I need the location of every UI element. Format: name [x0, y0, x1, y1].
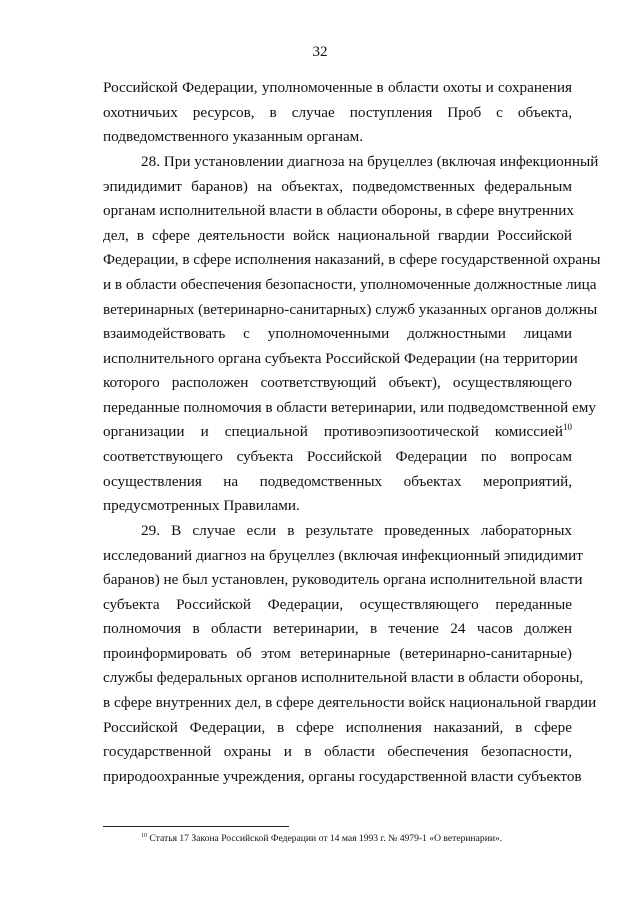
text-line: субъекта Российской Федерации, осуществляющего переданные: [103, 596, 572, 613]
text-line: подведомственного указанным органам.: [103, 128, 364, 145]
text-line: исполнительного органа субъекта Российской Федерации (на территории: [103, 350, 578, 367]
text-line: службы федеральных органов исполнительной власти в области обороны,: [103, 669, 584, 686]
text-line: охотничьих ресурсов, в случае поступления Проб с объекта,: [103, 104, 572, 121]
text-line: Российской Федерации, уполномоченные в области охоты и сохранения: [103, 79, 572, 96]
text-line: ветеринарных (ветеринарно-санитарных) служб указанных органов должны: [103, 301, 598, 318]
text-line: в сфере внутренних дел, в сфере деятельности войск национальной гвардии: [103, 694, 597, 711]
text-line: полномочия в области ветеринарии, в течение 24 часов должен: [103, 620, 572, 637]
text-line: [103, 423, 572, 441]
page-number: 32: [312, 44, 328, 60]
text-line: природоохранные учреждения, органы государственной власти субъектов: [103, 768, 582, 785]
text-line: переданные полномочия в области ветеринарии, или подведомственной ему: [103, 399, 596, 416]
text-line: осуществления на подведомственных объектах мероприятий,: [103, 473, 572, 490]
text-line: дел, в сфере деятельности войск национальной гвардии Российской: [103, 227, 572, 244]
text-line: предусмотренных Правилами.: [103, 497, 300, 514]
footnote-number: 10: [141, 832, 147, 839]
text-line: баранов) не был установлен, руководитель органа исполнительной власти: [103, 571, 583, 588]
text-line: соответствующего субъекта Российской Федерации по вопросам: [103, 448, 572, 465]
text-line: которого расположен соответствующий объект), осуществляющего: [103, 374, 572, 391]
text-line: проинформировать об этом ветеринарные (ветеринарно-санитарные): [103, 645, 572, 662]
text-line-content: организации и специальной противоэпизоотической комиссией: [103, 423, 563, 440]
text-line: исследований диагноз на бруцеллез (включая инфекционный эпидидимит: [103, 547, 583, 564]
text-line: органам исполнительной власти в области обороны, в сфере внутренних: [103, 202, 574, 219]
text-line: государственной охраны и в области обеспечения безопасности,: [103, 743, 572, 760]
footnote-text: Статья 17 Закона Российской Федерации от 14 мая 1993 г. № 4979-1 «О ветеринарии».: [149, 833, 503, 844]
text-line: Федерации, в сфере исполнения наказаний, в сфере государственной охраны: [103, 251, 601, 268]
text-line: Российской Федерации, в сфере исполнения наказаний, в сфере: [103, 719, 572, 736]
text-line: эпидидимит баранов) на объектах, подведомственных федеральным: [103, 178, 572, 195]
text-line: 28. При установлении диагноза на бруцеллез (включая инфекционный: [141, 153, 599, 170]
footnote: [141, 833, 502, 844]
text-line: и в области обеспечения безопасности, уполномоченные должностные лица: [103, 276, 597, 293]
text-line: 29. В случае если в результате проведенных лабораторных: [141, 522, 572, 539]
text-line: взаимодействовать с уполномоченными должностными лицами: [103, 325, 572, 342]
footnote-divider: [103, 826, 289, 827]
footnote-marker: 10: [563, 421, 572, 432]
